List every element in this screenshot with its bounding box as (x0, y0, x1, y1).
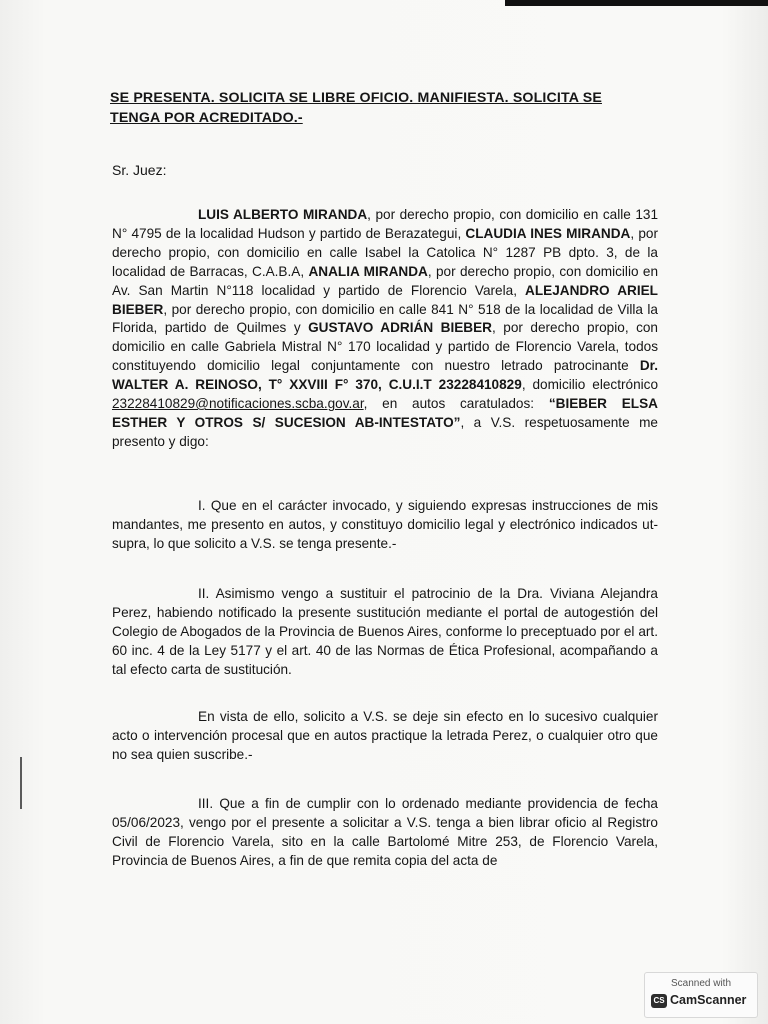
text-segment: , domicilio electrónico (521, 377, 659, 393)
paragraph-two (112, 585, 658, 680)
watermark-brand: CamScanner (670, 993, 747, 1007)
paragraph-four-text: III. Que a fin de cumplir con lo ordenado mediante providencia de fecha 05/06/2023, vengo por el presente a solicitar a V.S. tenga a bien librar oficio al Registro Civil de Florencio Varela, sito en la calle Bartolomé Mitre 253, de Florencio Varela, Provincia de Buenos Aires, a fin de que remita copia del acta de (112, 796, 658, 868)
heading-line-1: SE PRESENTA. SOLICITA SE LIBRE OFICIO. MANIFIESTA. SOLICITA SE (110, 90, 602, 106)
lawyer-name: Dr. WALTER A. REINOSO, T° XXVIII F° 370, C.U.I.T 23228410829 (112, 358, 658, 393)
watermark-caption: Scanned with (670, 978, 732, 989)
heading-line-2: TENGA POR ACREDITADO.- (110, 110, 303, 126)
text-segment: , por derecho propio, con domicilio en calle Gabriela Mistral N° 170 localidad y partido de Florencio Varela, todos constituyendo domicilio legal conjuntamente con nuestro letrado patrocinante (112, 320, 658, 374)
paragraph-four (112, 795, 658, 871)
text-segment: , a V.S. respetuosamente me presento y digo: (112, 414, 658, 449)
text-segment: , en autos caratulados: (363, 396, 549, 412)
intro-paragraph (112, 206, 658, 452)
paragraph-one-text: I. Que en el carácter invocado, y siguiendo expresas instrucciones de mis mandantes, me presento en autos, y constituyo domicilio legal y electrónico indicados ut-supra, lo que solicito a V.S. se tenga presente.- (112, 498, 658, 551)
camscanner-watermark (644, 972, 758, 1018)
document-heading (110, 88, 662, 128)
scan-edge-bar (505, 0, 768, 6)
paragraph-one (112, 497, 658, 554)
text-segment: , por derecho propio, con domicilio en calle 841 N° 518 de la localidad de Villa la Florida, partido de Quilmes y (112, 301, 658, 336)
paragraph-three (112, 708, 658, 765)
text-segment: , por derecho propio, con domicilio en calle Isabel la Catolica N° 1287 PB dpto. 3, de la localidad de Barracas, C.A.B.A, (112, 225, 658, 279)
salutation: Sr. Juez: (112, 162, 167, 178)
party-name: GUSTAVO ADRIÁN BIEBER (308, 320, 493, 336)
party-name: ALEJANDRO ARIEL BIEBER (112, 282, 658, 317)
text-segment: , por derecho propio, con domicilio en Av. San Martin N°118 localidad y partido de Florencio Varela, (112, 263, 659, 298)
email-link: 23228410829@notificaciones.scba.gov.ar (112, 396, 364, 412)
party-name: LUIS ALBERTO MIRANDA (198, 207, 368, 222)
paragraph-two-text: II. Asimismo vengo a sustituir el patrocinio de la Dra. Viviana Alejandra Perez, habiendo notificado la presente sustitución mediante el portal de autogestión del Colegio de Abogados de la Provincia de Buenos Aires, conforme lo preceptuado por el art. 60 inc. 4 de la Ley 5177 y el art. 40 de las Normas de Ética Profesional, acompañando a tal efecto carta de sustitución. (112, 586, 658, 677)
text-segment: , por derecho propio, con domicilio en calle 131 N° 4795 de la localidad Hudson y partido de Berazategui, (112, 207, 659, 241)
party-name: ANALIA MIRANDA (308, 263, 428, 279)
margin-mark (20, 757, 22, 809)
camscanner-logo-icon: CS (651, 994, 667, 1008)
case-title: “BIEBER ELSA ESTHER Y OTROS S/ SUCESION AB-INTESTATO” (112, 396, 658, 430)
paragraph-three-text: En vista de ello, solicito a V.S. se deje sin efecto en lo sucesivo cualquier acto o intervención procesal que en autos practique la letrada Perez, o cualquier otro que no sea quien suscribe.- (112, 709, 658, 762)
party-name: CLAUDIA INES MIRANDA (465, 225, 631, 241)
